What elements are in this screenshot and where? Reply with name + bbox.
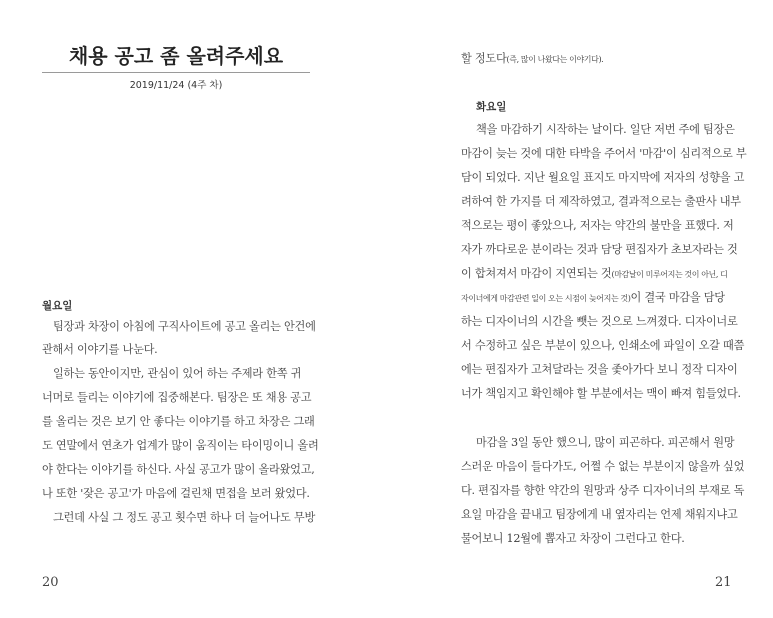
body-line: 마감을 3일 동안 했으니, 많이 피곤하다. 피곤해서 원망	[476, 436, 735, 449]
title-divider	[42, 72, 310, 73]
body-line: 마감이 늦는 것에 대한 타박을 주어서 '마감'이 심리적으로 부	[461, 147, 747, 160]
body-line: 야 한다는 이야기를 하신다. 사실 공고가 많이 올라왔었고,	[42, 463, 315, 476]
left-page	[0, 0, 386, 618]
page-number: 20	[42, 575, 59, 590]
aside-note: (마감날이 미루어지는 것이 아닌, 디	[611, 270, 728, 279]
body-line: 적으로는 평이 좋았으나, 저자는 약간의 불만을 표했다. 저	[461, 219, 734, 232]
body-line: 스러운 마음이 들다가도, 어쩔 수 없는 부분이지 않을까 싶었	[461, 460, 745, 473]
body-line: 그런데 사실 그 정도 공고 횟수면 하나 더 늘어나도 무방	[53, 511, 316, 524]
body-line: 다. 편집자를 향한 약간의 원망과 상주 디자이너의 부재로 독	[461, 484, 745, 497]
body-line: 하는 디자이너의 시간을 뺏는 것으로 느껴졌다. 디자이너로	[461, 315, 738, 328]
body-line: 관해서 이야기를 나눈다.	[42, 343, 158, 356]
body-line	[461, 291, 725, 306]
body-line: 서 수정하고 싶은 부분이 있으나, 인쇄소에 파일이 오갈 때쯤	[461, 339, 745, 352]
body-line: 를 올리는 것은 보기 안 좋다는 이야기를 하고 차장은 그래	[42, 415, 315, 428]
body-line: 나 또한 '잦은 공고'가 마음에 걸린채 면접을 보러 왔었다.	[42, 487, 310, 500]
body-line: 요일 마감을 끝내고 팀장에게 내 옆자리는 언제 채워지냐고	[461, 508, 738, 521]
body-text: 이 합쳐져서 마감이 지연되는 것	[461, 267, 612, 280]
aside-note: (즉, 많이 나왔다는 이야기다).	[506, 55, 604, 64]
body-line: 팀장과 차장이 아침에 구직사이트에 공고 올리는 안건에	[53, 320, 316, 333]
continued-text: 할 정도다	[461, 52, 507, 65]
body-line: 일하는 동안이지만, 관심이 있어 하는 주제라 한쪽 귀	[53, 367, 302, 380]
heading-tuesday: 화요일	[476, 101, 507, 113]
body-line: 너가 책임지고 확인해야 할 부분에서는 맥이 빠져 힘들었다.	[461, 387, 741, 400]
heading-monday: 월요일	[42, 300, 73, 312]
body-line: 자가 까다로운 분이라는 것과 담당 편집자가 초보자라는 것	[461, 243, 738, 256]
body-line: 물어보니 12월에 뽑자고 차장이 그런다고 한다.	[461, 532, 685, 545]
right-page	[387, 0, 773, 618]
body-line: 에는 편집자가 고쳐달라는 것을 좇아가다 보니 정작 디자이	[461, 363, 738, 376]
body-line: 너머로 들리는 이야기에 집중해본다. 팀장은 또 채용 공고	[42, 391, 312, 404]
entry-date: 2019/11/24 (4주 차)	[129, 80, 223, 91]
body-line: 책을 마감하기 시작하는 날이다. 일단 저번 주에 팀장은	[476, 123, 735, 136]
page-number: 21	[715, 575, 732, 590]
body-line	[461, 52, 603, 67]
aside-note: 자이너에게 마감관련 일이 오는 시점이 늦어지는 것)	[461, 294, 631, 303]
body-line: 담이 되었다. 지난 월요일 표지도 마지막에 저자의 성향을 고	[461, 171, 745, 184]
page-title: 채용 공고 좀 올려주세요	[68, 44, 284, 68]
body-line: 도 연말에서 연초가 업계가 많이 움직이는 타이밍이니 올려	[42, 439, 319, 452]
body-text: 이 결국 마감을 담당	[630, 291, 725, 304]
body-line	[461, 267, 728, 282]
body-line: 려하여 한 가지를 더 제작하였고, 결과적으로는 출판사 내부	[461, 195, 741, 208]
